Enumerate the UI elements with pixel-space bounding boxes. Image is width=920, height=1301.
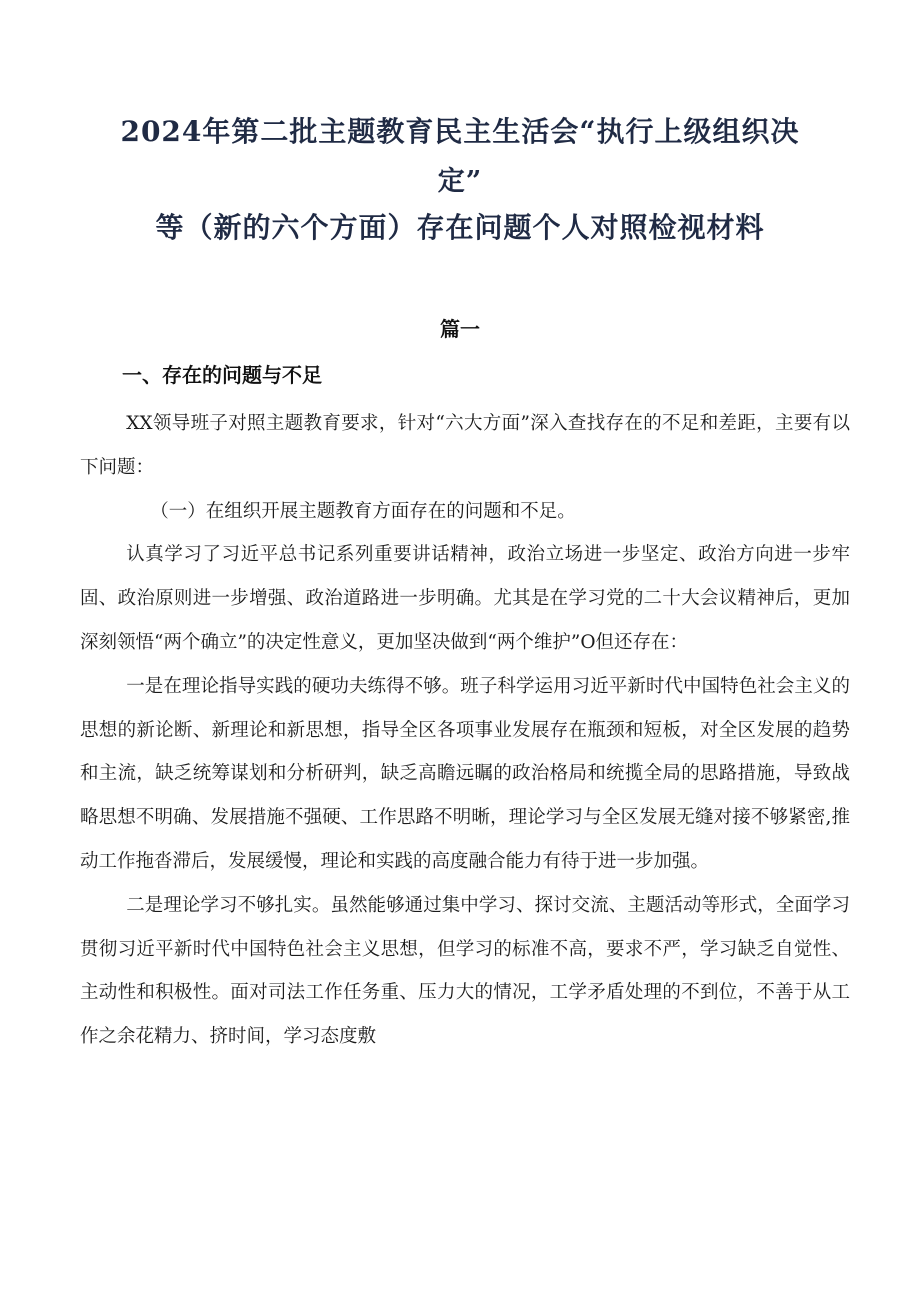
paragraph-intro: XX领导班子对照主题教育要求，针对“六大方面”深入查找存在的不足和差距，主要有以下问题： <box>80 413 850 478</box>
paragraph-subheading: （一）在组织开展主题教育方面存在的问题和不足。 <box>150 500 576 522</box>
paragraph-point-one: 一是在理论指导实践的硬功夫练得不够。班子科学运用习近平新时代中国特色社会主义的思想的新论断、新理论和新思想，指导全区各项事业发展存在瓶颈和短板，对全区发展的趋势和主流，缺乏统筹谋划和分析研判，缺乏高瞻远瞩的政治格局和统揽全局的思路措施，导致战略思想不明确、发展措施不强硬、工作思路不明晰，理论学习与全区发展无缝对接不够紧密,推动工作拖沓滞后，发展缓慢，理论和实践的高度融合能力有待于进一步加强。 <box>80 675 850 872</box>
section-label: 篇一 <box>440 317 480 341</box>
document-title-line-2: 定” <box>437 166 483 197</box>
document-title-line-3: 等（新的六个方面）存在问题个人对照检视材料 <box>155 211 765 244</box>
paragraph-study: 认真学习了习近平总书记系列重要讲话精神，政治立场进一步坚定、政治方向进一步牢固、政治原则进一步增强、政治道路进一步明确。尤其是在学习党的二十大会议精神后，更加深刻领悟“两个确立”的决定性意义，更加坚决做到“两个维护”O但还存在： <box>80 544 850 653</box>
document-body <box>80 402 850 1059</box>
document-title-line-1: 2024年第二批主题教育民主生活会“执行上级组织决 <box>120 115 800 148</box>
paragraph-point-two: 二是理论学习不够扎实。虽然能够通过集中学习、探讨交流、主题活动等形式，全面学习贯彻习近平新时代中国特色社会主义思想，但学习的标准不高，要求不严，学习缺乏自觉性、主动性和积极性。面对司法工作任务重、压力大的情况，工学矛盾处理的不到位，不善于从工作之余花精力、挤时间，学习态度敷 <box>80 894 850 1048</box>
section-heading: 一、存在的问题与不足 <box>122 363 322 387</box>
